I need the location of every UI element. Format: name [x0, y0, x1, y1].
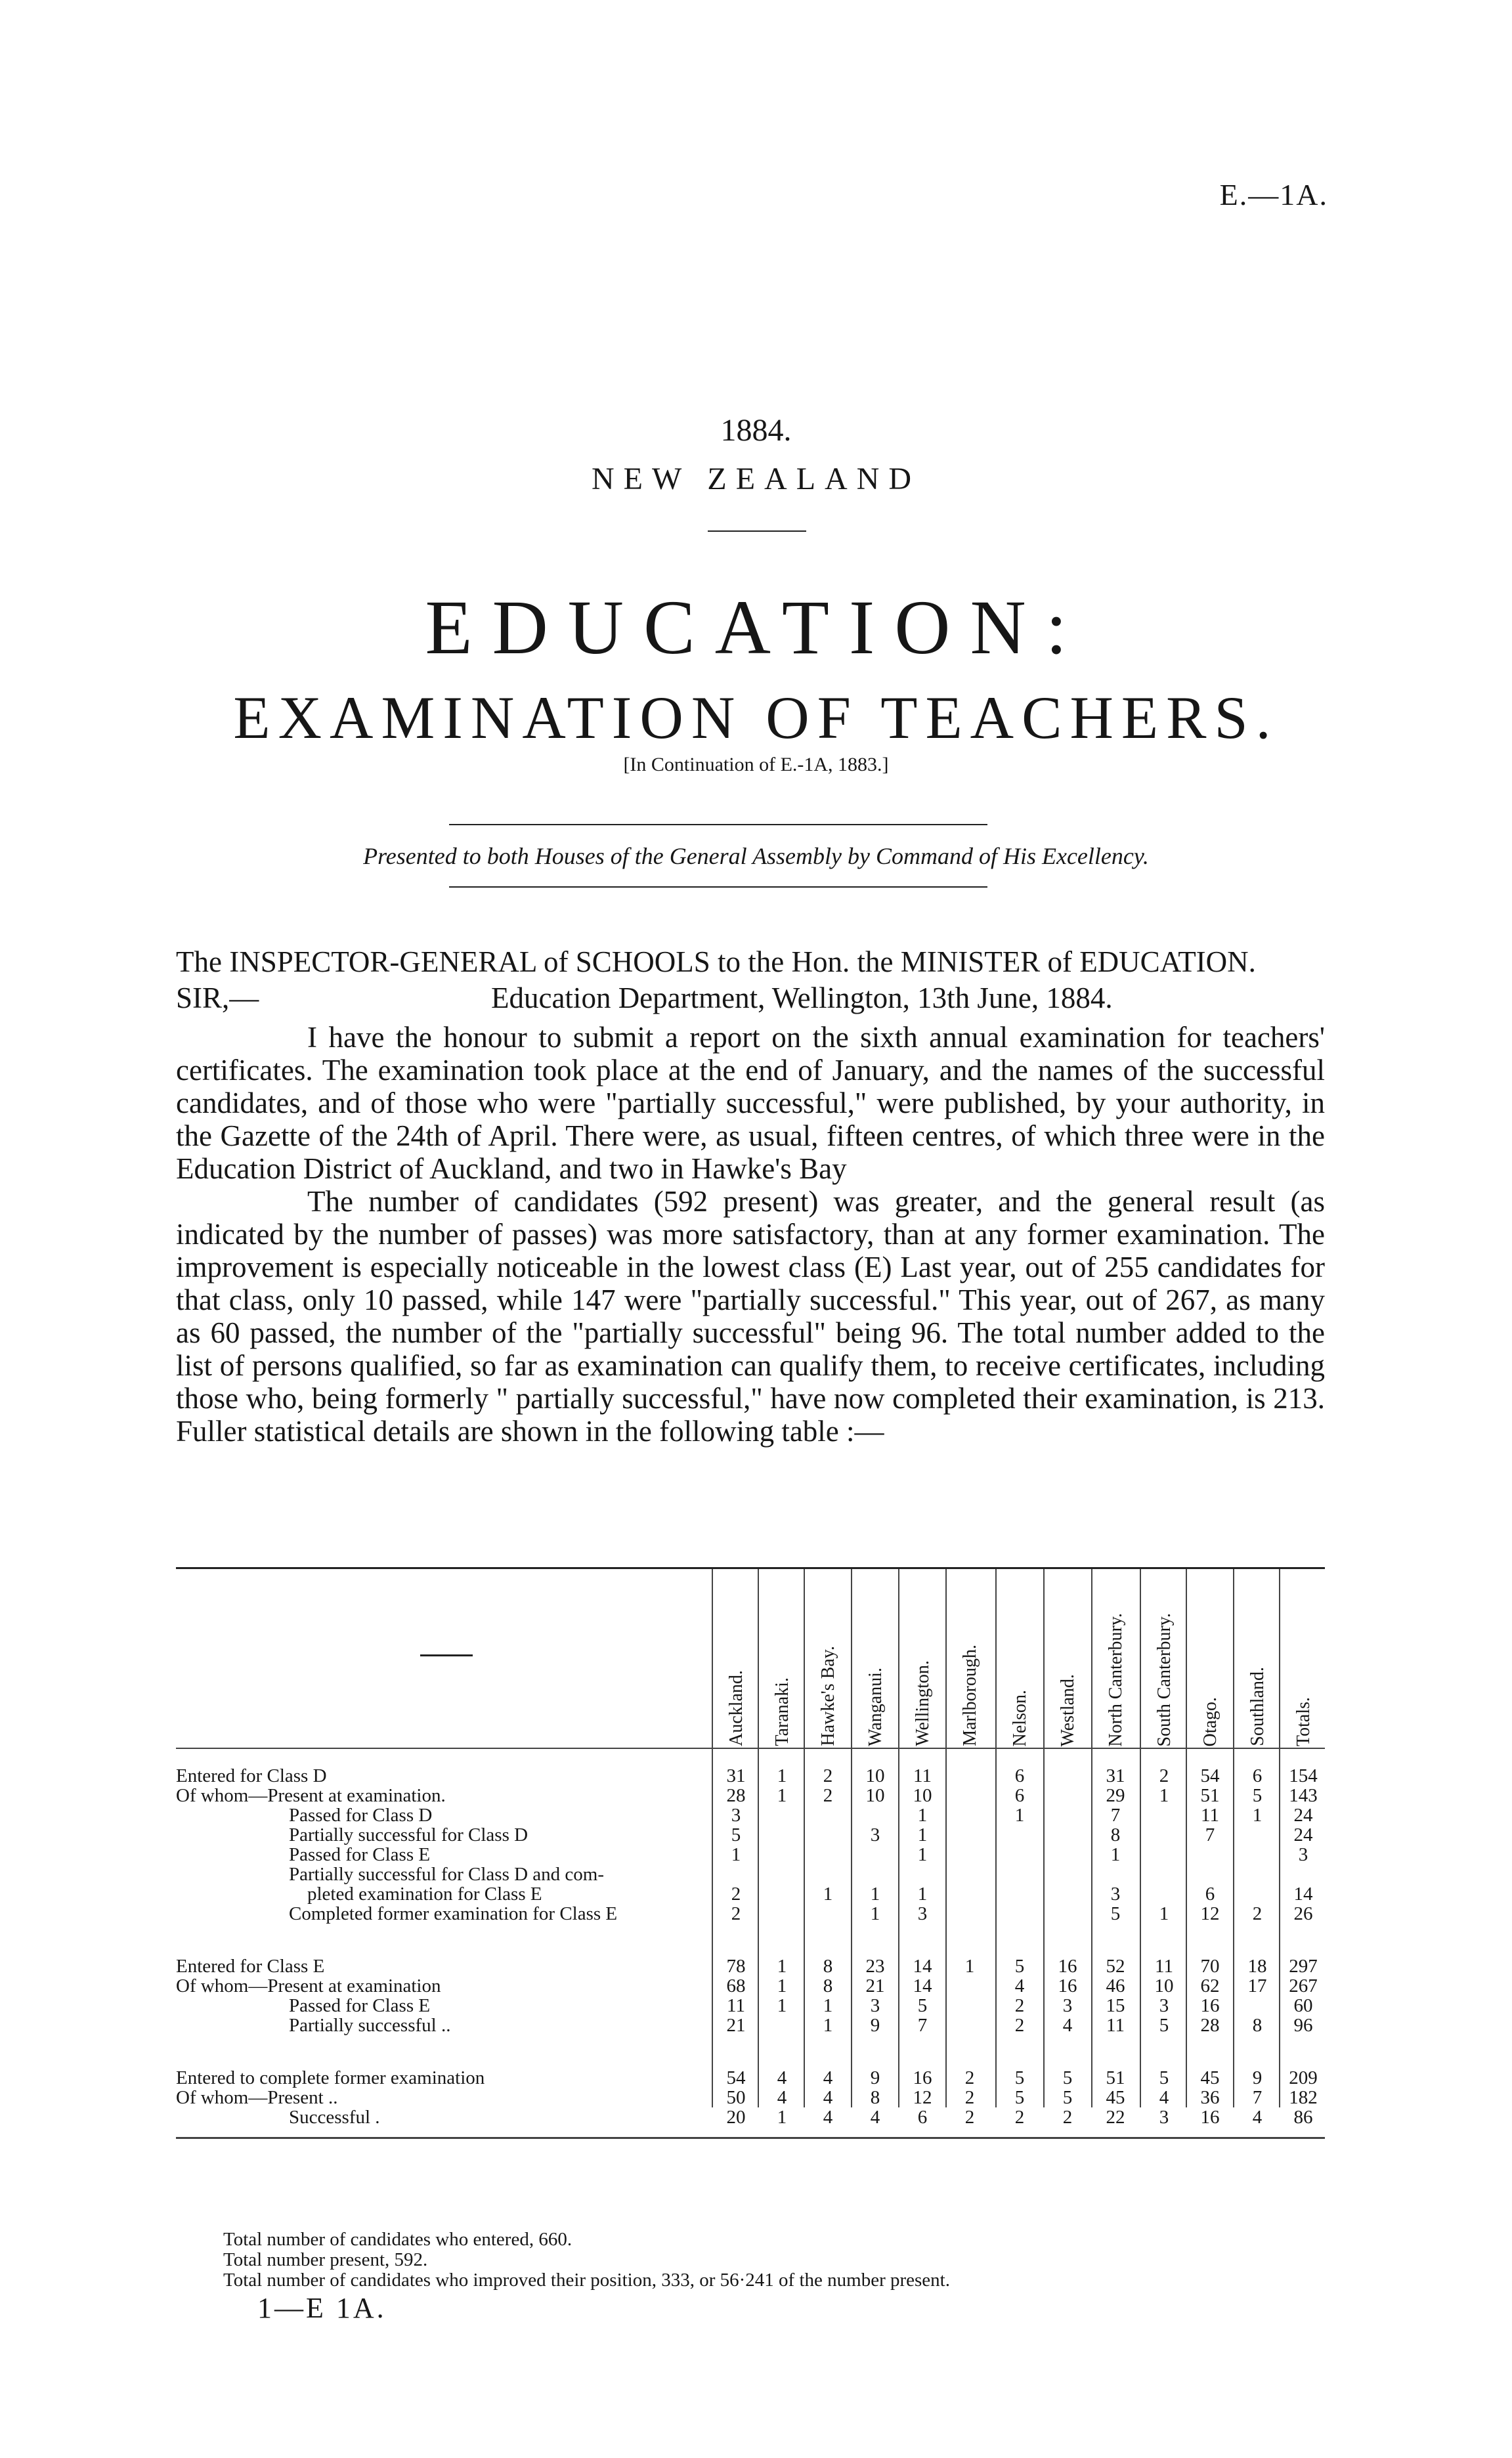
table-cell: 46: [1106, 1975, 1125, 1996]
table-cell: 2: [1159, 1765, 1169, 1786]
footnote-present: Total number present, 592.: [223, 2249, 428, 2270]
column-divider: [898, 1569, 899, 2107]
column-header: [1282, 1582, 1326, 1746]
table-cell: 3: [870, 1995, 880, 2016]
column-header: [1142, 1582, 1187, 1746]
table-cell: 1: [731, 1844, 741, 1865]
column-header-label: Auckland.: [726, 1670, 746, 1746]
column-divider: [1043, 1569, 1045, 2107]
table-cell: 28: [726, 1785, 746, 1806]
table-cell: 11: [913, 1765, 932, 1786]
table-cell: 2: [1014, 2015, 1025, 2036]
table-cell: 8: [1110, 1824, 1121, 1845]
column-divider: [1233, 1569, 1234, 2107]
table-cell: 1: [917, 1805, 928, 1826]
divider: [449, 824, 987, 825]
table-cell: 11: [1155, 1956, 1173, 1977]
table-cell: 15: [1106, 1995, 1125, 2016]
document-title: EDUCATION:: [425, 584, 1087, 670]
table-cell: 5: [1159, 2015, 1169, 2036]
table-cell: 22: [1106, 2107, 1125, 2128]
divider: [708, 530, 806, 532]
table-cell: 3: [1298, 1844, 1308, 1865]
table-cell: 9: [1252, 2067, 1263, 2088]
table-cell: 1: [823, 2015, 833, 2036]
table-cell: 6: [917, 2107, 928, 2128]
table-bottom-rule: [176, 2137, 1325, 2139]
table-cell: 11: [727, 1995, 745, 2016]
table-cell: 54: [1200, 1765, 1220, 1786]
table-cell: 5: [1014, 2067, 1025, 2088]
column-header: [1046, 1582, 1091, 1746]
table-cell: 10: [865, 1785, 885, 1806]
table-cell: 4: [823, 2067, 833, 2088]
table-cell: 24: [1293, 1824, 1313, 1845]
row-label: Partially successful for Class D and com-: [289, 1864, 605, 1885]
column-header: [948, 1582, 993, 1746]
table-cell: 45: [1106, 2087, 1125, 2108]
column-divider: [1140, 1569, 1141, 2107]
table-cell: 54: [726, 2067, 746, 2088]
table-cell: 14: [913, 1956, 932, 1977]
table-cell: 23: [865, 1956, 885, 1977]
table-cell: 2: [1252, 1903, 1263, 1924]
table-cell: 50: [726, 2087, 746, 2108]
table-cell: 182: [1289, 2087, 1318, 2108]
continuation-note: [In Continuation of E.-1A, 1883.]: [623, 754, 889, 775]
table-cell: 1: [777, 1995, 787, 2016]
table-cell: 6: [1252, 1765, 1263, 1786]
column-header-label: Hawke's Bay.: [818, 1646, 838, 1746]
table-cell: 5: [917, 1995, 928, 2016]
table-cell: 2: [1014, 1995, 1025, 2016]
table-cell: 12: [1200, 1903, 1220, 1924]
country: NEW ZEALAND: [591, 462, 921, 496]
table-cell: 45: [1200, 2067, 1220, 2088]
column-header: [901, 1582, 945, 1746]
table-cell: 1: [777, 1975, 787, 1996]
letter-body: [176, 1021, 1325, 1448]
table-cell: 26: [1293, 1903, 1313, 1924]
column-header: [998, 1582, 1043, 1746]
table-cell: 5: [1252, 1785, 1263, 1806]
table-cell: 1: [777, 2107, 787, 2128]
year: 1884.: [720, 413, 792, 448]
table-cell: 2: [1062, 2107, 1073, 2128]
table-cell: 60: [1293, 1995, 1313, 2016]
table-cell: 24: [1293, 1805, 1313, 1826]
table-cell: 16: [1058, 1975, 1077, 1996]
table-cell: 7: [1110, 1805, 1121, 1826]
table-cell: 1: [823, 1995, 833, 2016]
table-cell: 21: [865, 1975, 885, 1996]
table-cell: 5: [1062, 2087, 1073, 2108]
header-dash: [420, 1654, 473, 1656]
table-cell: 2: [823, 1785, 833, 1806]
table-cell: 5: [1159, 2067, 1169, 2088]
table-cell: 16: [1200, 1995, 1220, 2016]
table-cell: 4: [870, 2107, 880, 2128]
table-cell: 2: [823, 1765, 833, 1786]
table-cell: 4: [1159, 2087, 1169, 2108]
row-label: Passed for Class E: [289, 1995, 431, 2016]
column-header-label: Southland.: [1247, 1667, 1268, 1746]
table-cell: 209: [1289, 2067, 1318, 2088]
row-label: Successful .: [289, 2107, 380, 2128]
table-cell: 2: [964, 2087, 975, 2108]
table-cell: 9: [870, 2015, 880, 2036]
table-cell: 1: [1159, 1785, 1169, 1806]
table-cell: 17: [1247, 1975, 1267, 1996]
column-divider: [945, 1569, 947, 2107]
table-cell: 20: [726, 2107, 746, 2128]
column-divider: [851, 1569, 852, 2107]
table-cell: 2: [964, 2067, 975, 2088]
salutation: SIR,—: [176, 981, 259, 1014]
table-cell: 2: [964, 2107, 975, 2128]
table-cell: 8: [1252, 2015, 1263, 2036]
table-cell: 1: [917, 1844, 928, 1865]
column-header-label: South Canterbury.: [1154, 1612, 1175, 1746]
table-cell: 28: [1200, 2015, 1220, 2036]
table-cell: 2: [731, 1884, 741, 1905]
table-cell: 29: [1106, 1785, 1125, 1806]
table-cell: 1: [1014, 1805, 1025, 1826]
table-cell: 5: [1062, 2067, 1073, 2088]
table-cell: 5: [1014, 1956, 1025, 1977]
table-cell: 1: [777, 1785, 787, 1806]
column-divider: [1091, 1569, 1092, 2107]
footnote-entered: Total number of candidates who entered, 660.: [223, 2229, 572, 2250]
table-cell: 4: [823, 2107, 833, 2128]
row-label: Entered for Class D: [176, 1765, 327, 1786]
column-header-label: Westland.: [1058, 1673, 1078, 1746]
table-cell: 3: [731, 1805, 741, 1826]
table-cell: 1: [964, 1956, 975, 1977]
column-header: [760, 1582, 805, 1746]
divider: [449, 886, 987, 888]
table-cell: 5: [731, 1824, 741, 1845]
column-header: [1094, 1582, 1138, 1746]
table-cell: 68: [726, 1975, 746, 1996]
table-cell: 78: [726, 1956, 746, 1977]
table-cell: 1: [1252, 1805, 1263, 1826]
table-cell: 4: [823, 2087, 833, 2108]
table-top-rule: [176, 1567, 1325, 1569]
table-cell: 8: [823, 1975, 833, 1996]
table-cell: 3: [1062, 1995, 1073, 2016]
table-cell: 36: [1200, 2087, 1220, 2108]
table-cell: 31: [726, 1765, 746, 1786]
table-cell: 1: [917, 1824, 928, 1845]
row-label: Partially successful for Class D: [289, 1824, 529, 1845]
table-cell: 5: [1014, 2087, 1025, 2108]
table-cell: 1: [823, 1884, 833, 1905]
table-cell: 10: [865, 1765, 885, 1786]
table-cell: 16: [913, 2067, 932, 2088]
column-divider: [995, 1569, 997, 2107]
table-cell: 51: [1106, 2067, 1125, 2088]
presented-line: Presented to both Houses of the General Assembly by Command of His Excellency.: [363, 843, 1149, 869]
dateline: Education Department, Wellington, 13th June, 1884.: [491, 981, 1113, 1014]
table-cell: 1: [777, 1956, 787, 1977]
table-cell: 4: [1014, 1975, 1025, 1996]
table-cell: 6: [1014, 1765, 1025, 1786]
table-cell: 1: [1110, 1844, 1121, 1865]
table-cell: 7: [917, 2015, 928, 2036]
footnote-improved: Total number of candidates who improved their position, 333, or 56·241 of the number present.: [223, 2270, 950, 2291]
table-cell: 12: [913, 2087, 932, 2108]
table-cell: 3: [1110, 1884, 1121, 1905]
table-cell: 14: [913, 1975, 932, 1996]
table-cell: 3: [870, 1824, 880, 1845]
table-cell: 3: [1159, 2107, 1169, 2128]
table-cell: 51: [1200, 1785, 1220, 1806]
table-cell: 267: [1289, 1975, 1318, 1996]
table-cell: 4: [777, 2067, 787, 2088]
row-label: Of whom—Present at examination: [176, 1975, 441, 1996]
table-cell: 31: [1106, 1765, 1125, 1786]
column-header: [853, 1582, 898, 1746]
document-subtitle: EXAMINATION OF TEACHERS.: [233, 684, 1279, 751]
table-cell: 1: [870, 1884, 880, 1905]
document-reference: E.—1A.: [1219, 178, 1328, 211]
table-cell: 154: [1289, 1765, 1318, 1786]
table-cell: 4: [777, 2087, 787, 2108]
column-header-label: Nelson.: [1010, 1689, 1030, 1746]
table-cell: 70: [1200, 1956, 1220, 1977]
header-rule: [176, 1748, 1325, 1749]
table-cell: 16: [1200, 2107, 1220, 2128]
row-label: pleted examination for Class E: [307, 1884, 542, 1905]
table-cell: 1: [917, 1884, 928, 1905]
row-label: Of whom—Present ..: [176, 2087, 338, 2108]
table-cell: 3: [917, 1903, 928, 1924]
column-header-label: Taranaki.: [772, 1677, 792, 1746]
column-header-label: Totals.: [1293, 1696, 1314, 1746]
table-cell: 9: [870, 2067, 880, 2088]
table-cell: 6: [1205, 1884, 1215, 1905]
column-header-label: Wellington.: [913, 1660, 933, 1746]
page-signature: 1—E 1A.: [257, 2292, 387, 2324]
table-cell: 10: [1154, 1975, 1174, 1996]
table-cell: 7: [1205, 1824, 1215, 1845]
salutation-line: [176, 981, 1325, 1014]
column-divider: [712, 1569, 713, 2107]
paragraph: The number of candidates (592 present) was greater, and the general result (as indicated by the number of passes) was more satisfactory, than at any former examination. The improvement is especially noticeable in the lowest class (E) Last year, out of 255 candidates for that class, only 10 passed, while 147 were "partially successful." This year, out of 267, as many as 60 passed, the number of the "partially successful" being 96. The total number added to the list of persons qualified, so far as examination can qualify them, to receive certificates, including those who, being formerly " partially successful," have now completed their examination, is 213. Fuller statistical details are shown in the following table :—: [176, 1185, 1325, 1448]
table-cell: 11: [1106, 2015, 1125, 2036]
table-cell: 8: [870, 2087, 880, 2108]
row-label: Of whom—Present at examination.: [176, 1785, 446, 1806]
table-cell: 86: [1293, 2107, 1313, 2128]
row-label: Completed former examination for Class E: [289, 1903, 618, 1924]
column-header: [1188, 1582, 1233, 1746]
table-cell: 1: [1159, 1903, 1169, 1924]
table-cell: 96: [1293, 2015, 1313, 2036]
table-cell: 3: [1159, 1995, 1169, 2016]
table-cell: 2: [1014, 2107, 1025, 2128]
column-header-label: North Canterbury.: [1106, 1612, 1126, 1746]
table-cell: 52: [1106, 1956, 1125, 1977]
table-cell: 6: [1014, 1785, 1025, 1806]
table-cell: 10: [913, 1785, 932, 1806]
table-cell: 4: [1062, 2015, 1073, 2036]
column-header: [714, 1582, 759, 1746]
table-cell: 4: [1252, 2107, 1263, 2128]
table-cell: 62: [1200, 1975, 1220, 1996]
row-label: Partially successful ..: [289, 2015, 451, 2036]
column-header-label: Wanganui.: [865, 1668, 886, 1746]
table-cell: 8: [823, 1956, 833, 1977]
table-cell: 1: [870, 1903, 880, 1924]
table-cell: 18: [1247, 1956, 1267, 1977]
table-cell: 297: [1289, 1956, 1318, 1977]
column-header-label: Otago.: [1200, 1696, 1220, 1746]
table-cell: 5: [1110, 1903, 1121, 1924]
row-label: Passed for Class E: [289, 1844, 431, 1865]
table-cell: 11: [1201, 1805, 1219, 1826]
column-header: [806, 1582, 851, 1746]
table-cell: 7: [1252, 2087, 1263, 2108]
table-cell: 21: [726, 2015, 746, 2036]
table-cell: 1: [777, 1765, 787, 1786]
row-label: Entered for Class E: [176, 1956, 325, 1977]
row-label: Entered to complete former examination: [176, 2067, 485, 2088]
table-cell: 14: [1293, 1884, 1313, 1905]
table-cell: 2: [731, 1903, 741, 1924]
address-line: The INSPECTOR-GENERAL of SCHOOLS to the Hon. the MINISTER of EDUCATION.: [176, 945, 1256, 978]
row-label: Passed for Class D: [289, 1805, 433, 1826]
table-cell: 16: [1058, 1956, 1077, 1977]
table-cell: 143: [1289, 1785, 1318, 1806]
column-header: [1236, 1582, 1280, 1746]
paragraph: I have the honour to submit a report on the sixth annual examination for teachers' certificates. The examination took place at the end of January, and the names of the successful candidates, and of those who were "partially successful," were published, by your authority, in the Gazette of the 24th of April. There were, as usual, fifteen centres, of which three were in the Education District of Auckland, and two in Hawke's Bay: [176, 1021, 1325, 1185]
column-header-label: Marlborough.: [960, 1645, 980, 1746]
